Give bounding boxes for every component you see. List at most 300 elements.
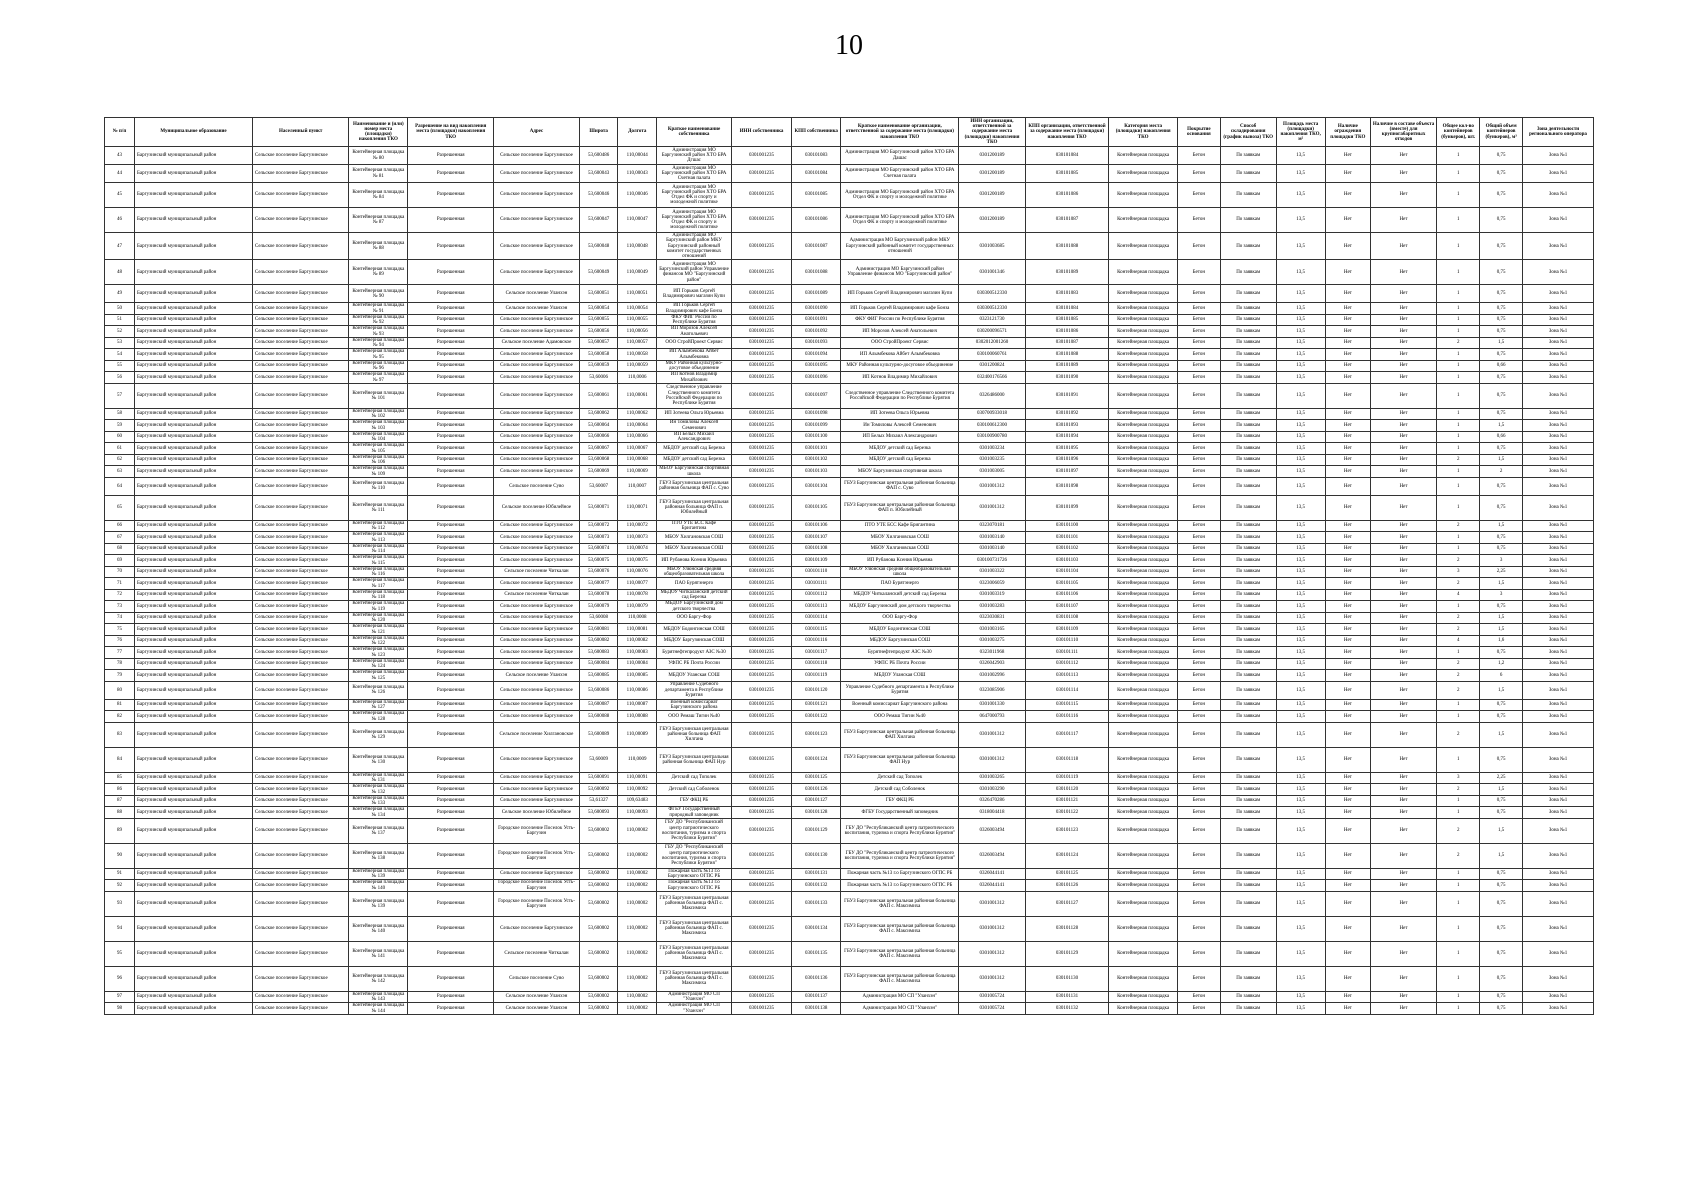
table-cell: По заявкам <box>1220 383 1276 408</box>
table-cell: 13,5 <box>1276 699 1325 711</box>
table-cell: Баргузинский муниципальный район <box>135 566 253 578</box>
table-cell: 030101097 <box>1025 466 1109 478</box>
table-cell: Баргузинский муниципальный район <box>135 966 253 991</box>
table-cell: Баргузинский муниципальный район <box>135 543 253 555</box>
table-cell: Бетон <box>1177 408 1220 420</box>
table-cell: Бетон <box>1177 818 1220 843</box>
table-cell: Сельское поселение Баргузинское <box>252 681 348 699</box>
table-cell: Сельское поселение Баргузинское <box>252 420 348 432</box>
table-cell: 53,600079 <box>579 601 618 613</box>
table-cell: 1 <box>1437 891 1480 916</box>
table-cell: Нет <box>1325 635 1370 647</box>
table-cell: Зона №1 <box>1523 314 1594 326</box>
table-cell: МБДОУ Уланская СОШ <box>657 670 732 682</box>
table-cell: 110,00076 <box>618 566 657 578</box>
table-cell: 13,5 <box>1276 520 1325 532</box>
table-cell: Городское поселение Поселок Усть-Баргузин <box>494 818 580 843</box>
table-cell: Контейнерная площадка <box>1109 868 1178 880</box>
table-cell: 030101099 <box>1025 495 1109 520</box>
table-cell: 48 <box>105 260 135 285</box>
table-cell: Зона №1 <box>1523 337 1594 349</box>
table-cell: 0,75 <box>1480 880 1523 892</box>
table-cell: 53,600083 <box>579 647 618 659</box>
table-cell: 030101106 <box>792 520 841 532</box>
table-cell: 030101137 <box>792 991 841 1003</box>
table-cell: Зона №1 <box>1523 868 1594 880</box>
table-cell: 64 <box>105 477 135 495</box>
column-header: Долгота <box>618 118 657 147</box>
table-cell: 030101123 <box>1025 818 1109 843</box>
table-cell: Зона №1 <box>1523 747 1594 772</box>
table-cell: Нет <box>1370 624 1436 636</box>
table-cell: Сельское поселение Баргузинское <box>494 183 580 208</box>
table-cell: 0301003290 <box>959 784 1025 796</box>
table-cell: Сельское поселение Баргузинское <box>494 635 580 647</box>
table-cell: 13,5 <box>1276 681 1325 699</box>
table-cell: По заявкам <box>1220 147 1276 165</box>
table-cell: Нет <box>1370 420 1436 432</box>
table-cell: Нет <box>1370 443 1436 455</box>
table-cell: 0301001235 <box>732 880 792 892</box>
table-cell: 1,5 <box>1480 843 1523 868</box>
table-cell: Городское поселение Поселок Усть-Баргузин <box>494 843 580 868</box>
table-row <box>105 260 1594 285</box>
table-cell: Сельское поселение Баргузинское <box>494 260 580 285</box>
table-cell: 0301001235 <box>732 360 792 372</box>
table-cell: Разрешенная <box>408 147 494 165</box>
table-header <box>105 118 1594 147</box>
table-cell: Зона №1 <box>1523 443 1594 455</box>
table-cell: 0,75 <box>1480 807 1523 819</box>
table-cell: 0301003140 <box>959 532 1025 544</box>
table-cell: Контейнерная площадка № 90 <box>349 285 408 303</box>
table-cell: Баргузинский муниципальный район <box>135 326 253 338</box>
table-cell: 030101103 <box>1025 555 1109 567</box>
table-cell: Контейнерная площадка <box>1109 891 1178 916</box>
table-cell: Сельское поселение Баргузинское <box>252 326 348 338</box>
table-cell: Зона №1 <box>1523 658 1594 670</box>
table-cell: Зона №1 <box>1523 454 1594 466</box>
table-row <box>105 454 1594 466</box>
table-cell: 030101135 <box>792 941 841 966</box>
table-cell: 1 <box>1437 495 1480 520</box>
table-cell: ГБУЗ Баргузинская центральная районная больница ФАП с. Суво <box>657 477 732 495</box>
table-cell: ИП Зотеева Ольга Юрьевна <box>657 408 732 420</box>
table-cell: Баргузинский муниципальный район <box>135 208 253 233</box>
table-cell: Разрешенная <box>408 843 494 868</box>
table-cell: 030101097 <box>792 383 841 408</box>
table-cell: 2 <box>1437 658 1480 670</box>
table-cell: 53,600088 <box>579 711 618 723</box>
table-cell: 030101120 <box>1025 784 1109 796</box>
table-cell: 2 <box>1437 784 1480 796</box>
table-cell: 0,75 <box>1480 495 1523 520</box>
table-cell: Нет <box>1370 807 1436 819</box>
table-cell: 110,00002 <box>618 880 657 892</box>
table-cell: Сельское поселение Баргузинское <box>494 372 580 384</box>
table-cell: Разрешенная <box>408 383 494 408</box>
table-cell: Контейнерная площадка № 101 <box>349 383 408 408</box>
table-cell: 13,5 <box>1276 670 1325 682</box>
table-cell: 0301001235 <box>732 670 792 682</box>
table-cell: 030101128 <box>792 807 841 819</box>
table-cell: Контейнерная площадка № 115 <box>349 555 408 567</box>
table-cell: 0301001235 <box>732 147 792 165</box>
table-cell: Зона №1 <box>1523 711 1594 723</box>
table-cell: По заявкам <box>1220 747 1276 772</box>
table-cell: Сельское поселение Баргузинское <box>252 372 348 384</box>
column-header: Способ складирования (график вывоза) ТКО <box>1220 118 1276 147</box>
table-cell: Баргузинский муниципальный район <box>135 601 253 613</box>
table-cell: Администрация МО Баргузинский район МКУ Баргузинский районный комитет государственных отношений <box>841 233 959 260</box>
table-cell: Сельское поселение Баргузинское <box>252 383 348 408</box>
table-cell: Баргузинский муниципальный район <box>135 784 253 796</box>
table-cell: Баргузинский муниципальный район <box>135 183 253 208</box>
table-cell: Контейнерная площадка <box>1109 578 1178 590</box>
table-cell: Сельское поселение Баргузинское <box>252 612 348 624</box>
table-cell: Нет <box>1370 916 1436 941</box>
table-cell: Нет <box>1370 285 1436 303</box>
table-cell: 13,5 <box>1276 431 1325 443</box>
table-cell: Разрешенная <box>408 314 494 326</box>
table-cell: Администрация МО Баргузинский район ХТО БРА Счетная палата <box>657 165 732 183</box>
table-cell: Сельское поселение Суво <box>494 966 580 991</box>
table-cell: Администрация МО Баргузинский район ХТО БРА Отдел ФК и спорту и молодежной политике <box>657 208 732 233</box>
table-cell: Нет <box>1325 658 1370 670</box>
table-cell: 13,5 <box>1276 477 1325 495</box>
table-cell: 95 <box>105 941 135 966</box>
table-cell: Контейнерная площадка <box>1109 795 1178 807</box>
table-cell: Контейнерная площадка <box>1109 372 1178 384</box>
table-cell: 0301001235 <box>732 699 792 711</box>
table-cell: 110,00068 <box>618 454 657 466</box>
table-cell: Сельское поселение Баргузинское <box>252 784 348 796</box>
table-cell: Следственное управление Следственного комитета Российской Федерации по Республике Бурятия <box>657 383 732 408</box>
table-cell: Баргузинский муниципальный район <box>135 477 253 495</box>
table-cell: Нет <box>1325 532 1370 544</box>
table-cell: Зона №1 <box>1523 260 1594 285</box>
table-cell: Бетон <box>1177 360 1220 372</box>
table-row <box>105 520 1594 532</box>
table-cell: 0301001312 <box>959 891 1025 916</box>
table-cell: 1 <box>1437 383 1480 408</box>
table-cell: Разрешенная <box>408 208 494 233</box>
table-cell: Бетон <box>1177 795 1220 807</box>
table-cell: Нет <box>1370 532 1436 544</box>
table-cell: Контейнерная площадка <box>1109 658 1178 670</box>
table-cell: Сельское поселение Баргузинское <box>252 147 348 165</box>
table-cell: ИП Горьков Сергей Владимирович кафе Бонза <box>657 303 732 315</box>
table-cell: Баргузинский муниципальный район <box>135 443 253 455</box>
table-cell: 79 <box>105 670 135 682</box>
table-cell: ГБУЗ Баргузинская центральная районная больница ФАП с. Максимиха <box>657 966 732 991</box>
table-cell: 1 <box>1437 372 1480 384</box>
table-cell: Бетон <box>1177 543 1220 555</box>
table-cell: Сельское поселение Баргузинское <box>494 208 580 233</box>
table-cell: Зона №1 <box>1523 431 1594 443</box>
table-cell: 0301001235 <box>732 408 792 420</box>
table-cell: 0,75 <box>1480 543 1523 555</box>
table-cell: Разрешенная <box>408 658 494 670</box>
table-cell: 2 <box>1480 466 1523 478</box>
table-cell: Нет <box>1325 880 1370 892</box>
table-cell: Разрешенная <box>408 532 494 544</box>
table-cell: Баргузинский муниципальный район <box>135 991 253 1003</box>
table-cell: Нет <box>1370 772 1436 784</box>
table-cell: 0301003234 <box>959 443 1025 455</box>
table-cell: Контейнерная площадка <box>1109 360 1178 372</box>
table-cell: 53,600093 <box>579 807 618 819</box>
table-cell: Администрация МО Баргузинский район Управление финансов МО "Баргузинский район" <box>657 260 732 285</box>
table-cell: МБОУ Хилгановская СОШ <box>657 532 732 544</box>
table-cell: Сельское поселение Баргузинское <box>252 477 348 495</box>
table-cell: Нет <box>1325 818 1370 843</box>
table-cell: 110,00054 <box>618 303 657 315</box>
table-cell: 13,5 <box>1276 966 1325 991</box>
table-cell: Контейнерная площадка № 132 <box>349 784 408 796</box>
table-cell: 2 <box>1437 555 1480 567</box>
table-cell: МБДОУ детский сад Березка <box>841 443 959 455</box>
table-cell: Зона №1 <box>1523 699 1594 711</box>
table-cell: 110,00073 <box>618 532 657 544</box>
table-cell: Сельское поселение Баргузинское <box>252 555 348 567</box>
table-cell: 1,5 <box>1480 520 1523 532</box>
table-cell: 80 <box>105 681 135 699</box>
table-cell: ГБУ ДО "Республиканский центр патриотического воспитания, туризма и спорта Республики Бурятия" <box>841 818 959 843</box>
table-cell: Разрешенная <box>408 891 494 916</box>
table-cell: 030101095 <box>792 360 841 372</box>
table-cell: Бетон <box>1177 647 1220 659</box>
table-cell: 0323085906 <box>959 681 1025 699</box>
table-cell: Зона №1 <box>1523 612 1594 624</box>
table-cell: 0301001235 <box>732 843 792 868</box>
table-cell: Зона №1 <box>1523 208 1594 233</box>
table-cell: 0301200824 <box>959 360 1025 372</box>
table-cell: По заявкам <box>1220 601 1276 613</box>
table-cell: Сельское поселение Хилгановское <box>494 722 580 747</box>
table-cell: 110,00083 <box>618 647 657 659</box>
table-row <box>105 589 1594 601</box>
table-cell: 53,600051 <box>579 285 618 303</box>
table-cell: Разрешенная <box>408 818 494 843</box>
table-cell: Контейнерная площадка № 121 <box>349 624 408 636</box>
table-cell: Нет <box>1325 991 1370 1003</box>
table-cell: 53,600072 <box>579 520 618 532</box>
table-row <box>105 647 1594 659</box>
table-cell: Нет <box>1325 337 1370 349</box>
table-cell: 53,600002 <box>579 966 618 991</box>
table-cell: Бетон <box>1177 941 1220 966</box>
table-cell: Нет <box>1325 601 1370 613</box>
table-cell: Контейнерная площадка № 123 <box>349 647 408 659</box>
table-cell: Нет <box>1370 566 1436 578</box>
table-cell: 13,5 <box>1276 772 1325 784</box>
table-cell: Нет <box>1370 670 1436 682</box>
table-cell: 030101107 <box>1025 601 1109 613</box>
table-cell: Разрешенная <box>408 337 494 349</box>
table-cell: Сельское поселение Баргузинское <box>494 624 580 636</box>
table-cell: Сельское поселение Баргузинское <box>252 443 348 455</box>
table-cell: Администрация МО Баргузинский район Управление финансов МО "Баргузинский район" <box>841 260 959 285</box>
table-row <box>105 784 1594 796</box>
table-cell: 1 <box>1437 408 1480 420</box>
column-header: Муниципальное образование <box>135 118 253 147</box>
table-cell: Зона №1 <box>1523 233 1594 260</box>
table-cell: Контейнерная площадка <box>1109 431 1178 443</box>
table-cell: 030101129 <box>1025 941 1109 966</box>
table-cell: 030101117 <box>1025 722 1109 747</box>
table-cell: Разрешенная <box>408 349 494 361</box>
table-cell: ГБУЗ Баргузинская центральная районная больница ФАП с. Максимиха <box>841 916 959 941</box>
table-cell: 13,5 <box>1276 612 1325 624</box>
table-cell: Сельское поселение Баргузинское <box>494 784 580 796</box>
table-cell: 030101094 <box>1025 431 1109 443</box>
table-cell: 030101126 <box>1025 880 1109 892</box>
table-cell: 53,600046 <box>579 183 618 208</box>
table-cell: Нет <box>1325 941 1370 966</box>
table-cell: Разрешенная <box>408 966 494 991</box>
table-cell: 030300512330 <box>959 285 1025 303</box>
table-cell: 030101084 <box>1025 303 1109 315</box>
table-cell: 13,5 <box>1276 443 1325 455</box>
table-cell: Контейнерная площадка № 80 <box>349 147 408 165</box>
table-cell: Баргузинский муниципальный район <box>135 647 253 659</box>
table-cell: 1 <box>1437 285 1480 303</box>
table-cell: 0,75 <box>1480 303 1523 315</box>
table-cell: Разрешенная <box>408 624 494 636</box>
table-cell: Контейнерная площадка № 96 <box>349 360 408 372</box>
table-cell: По заявкам <box>1220 495 1276 520</box>
table-cell: 0323070181 <box>959 520 1025 532</box>
table-cell: ИП Горьков Сергей Владимирович кафе Бонза <box>841 303 959 315</box>
table-cell: 53,600067 <box>579 443 618 455</box>
table-cell: Нет <box>1325 495 1370 520</box>
table-cell: Пожарная часть №13 г.о Баргузинского ОГПС РБ <box>841 868 959 880</box>
table-cell: Контейнерная площадка <box>1109 383 1178 408</box>
table-cell: 53,600082 <box>579 635 618 647</box>
table-row <box>105 658 1594 670</box>
table-cell: 0323011968 <box>959 647 1025 659</box>
registry-table <box>104 117 1594 1015</box>
table-cell: МБДОУ детский сад Березка <box>841 454 959 466</box>
table-cell: Контейнерная площадка <box>1109 314 1178 326</box>
table-cell: Зона №1 <box>1523 360 1594 372</box>
table-cell: Нет <box>1370 681 1436 699</box>
table-cell: Баргузинский муниципальный район <box>135 891 253 916</box>
table-cell: 1 <box>1437 443 1480 455</box>
table-cell: Бетон <box>1177 532 1220 544</box>
table-cell: Зона №1 <box>1523 303 1594 315</box>
table-cell: По заявкам <box>1220 647 1276 659</box>
table-cell: Нет <box>1370 747 1436 772</box>
table-cell: 110,00002 <box>618 1003 657 1015</box>
table-cell: 1 <box>1437 477 1480 495</box>
table-cell: 53,600066 <box>579 431 618 443</box>
table-cell: 030101131 <box>792 868 841 880</box>
table-cell: 030101096 <box>1025 454 1109 466</box>
table-row <box>105 772 1594 784</box>
table-cell: Контейнерная площадка № 130 <box>349 747 408 772</box>
table-cell: По заявкам <box>1220 624 1276 636</box>
table-cell: 030101122 <box>1025 807 1109 819</box>
table-cell: Бурятнефтепродукт АЗС №30 <box>841 647 959 659</box>
table-cell: Нет <box>1370 589 1436 601</box>
table-row <box>105 795 1594 807</box>
table-cell: 2 <box>1437 624 1480 636</box>
table-cell: 030100731726 <box>959 555 1025 567</box>
table-cell: Разрешенная <box>408 991 494 1003</box>
column-header: Краткое наименование организации, ответственной за содержание места (площадки) накопления ТКО <box>841 118 959 147</box>
table-cell: Бетон <box>1177 589 1220 601</box>
table-cell: 0301003005 <box>959 466 1025 478</box>
table-cell: Контейнерная площадка <box>1109 208 1178 233</box>
table-cell: Сельское поселение Уланхэн <box>494 303 580 315</box>
table-cell: Сельское поселение Баргузинское <box>494 466 580 478</box>
table-cell: Сельское поселение Баргузинское <box>494 443 580 455</box>
table-cell: Бетон <box>1177 699 1220 711</box>
table-row <box>105 326 1594 338</box>
table-cell: 0301001235 <box>732 532 792 544</box>
table-cell: Разрешенная <box>408 711 494 723</box>
table-cell: 53,600002 <box>579 941 618 966</box>
table-cell: 1 <box>1437 747 1480 772</box>
table-cell: 53,600064 <box>579 420 618 432</box>
table-cell: Сельское поселение Баргузинское <box>494 349 580 361</box>
table-cell: Контейнерная площадка № 134 <box>349 807 408 819</box>
table-cell: 0301001235 <box>732 624 792 636</box>
table-cell: 110,00044 <box>618 147 657 165</box>
table-cell: Контейнерная площадка <box>1109 991 1178 1003</box>
table-cell: 0301005724 <box>959 991 1025 1003</box>
table-cell: Нет <box>1325 1003 1370 1015</box>
table-cell: 13,5 <box>1276 843 1325 868</box>
column-header: Общий объем контейнеров (бункеров), м³ <box>1480 118 1523 147</box>
table-cell: По заявкам <box>1220 658 1276 670</box>
table-cell: ООО СтройПроект Сервис <box>657 337 732 349</box>
table-cell: Бетон <box>1177 681 1220 699</box>
table-cell: Баргузинский муниципальный район <box>135 420 253 432</box>
table-cell: 2 <box>1437 520 1480 532</box>
table-cell: Контейнерная площадка № 131 <box>349 772 408 784</box>
table-cell: ГБУЗ Баргузинская центральная районная больница ФАП с. Максимиха <box>657 916 732 941</box>
table-cell: 0301001235 <box>732 681 792 699</box>
table-cell: 030101112 <box>1025 658 1109 670</box>
table-cell: 0301001235 <box>732 711 792 723</box>
table-cell: 110,00002 <box>618 818 657 843</box>
table-cell: 030101089 <box>792 285 841 303</box>
table-cell: 6 <box>1480 670 1523 682</box>
table-cell: 2 <box>1437 578 1480 590</box>
table-cell: 030101134 <box>792 916 841 941</box>
table-cell: Зона №1 <box>1523 891 1594 916</box>
table-cell: Зона №1 <box>1523 543 1594 555</box>
table-cell: Сельское поселение Баргузинское <box>252 183 348 208</box>
table-cell: Сельское поселение Баргузинское <box>494 711 580 723</box>
table-cell: 0301001235 <box>732 612 792 624</box>
table-cell: 1,5 <box>1480 337 1523 349</box>
table-cell: 53,600071 <box>579 495 618 520</box>
table-cell: 110,00051 <box>618 285 657 303</box>
table-cell: 13,5 <box>1276 208 1325 233</box>
table-cell: Контейнерная площадка <box>1109 303 1178 315</box>
table-cell: Нет <box>1325 566 1370 578</box>
table-cell: Нет <box>1325 443 1370 455</box>
table-cell: ИП Рубанова Ксения Юрьевна <box>657 555 732 567</box>
table-cell: Баргузинский муниципальный район <box>135 285 253 303</box>
table-cell: Администрация МО Баргузинский район ХТО БРА Счетная палата <box>841 165 959 183</box>
table-cell: ИП Алымбекова Айбет Алымбековна <box>841 349 959 361</box>
table-cell: Бетон <box>1177 807 1220 819</box>
